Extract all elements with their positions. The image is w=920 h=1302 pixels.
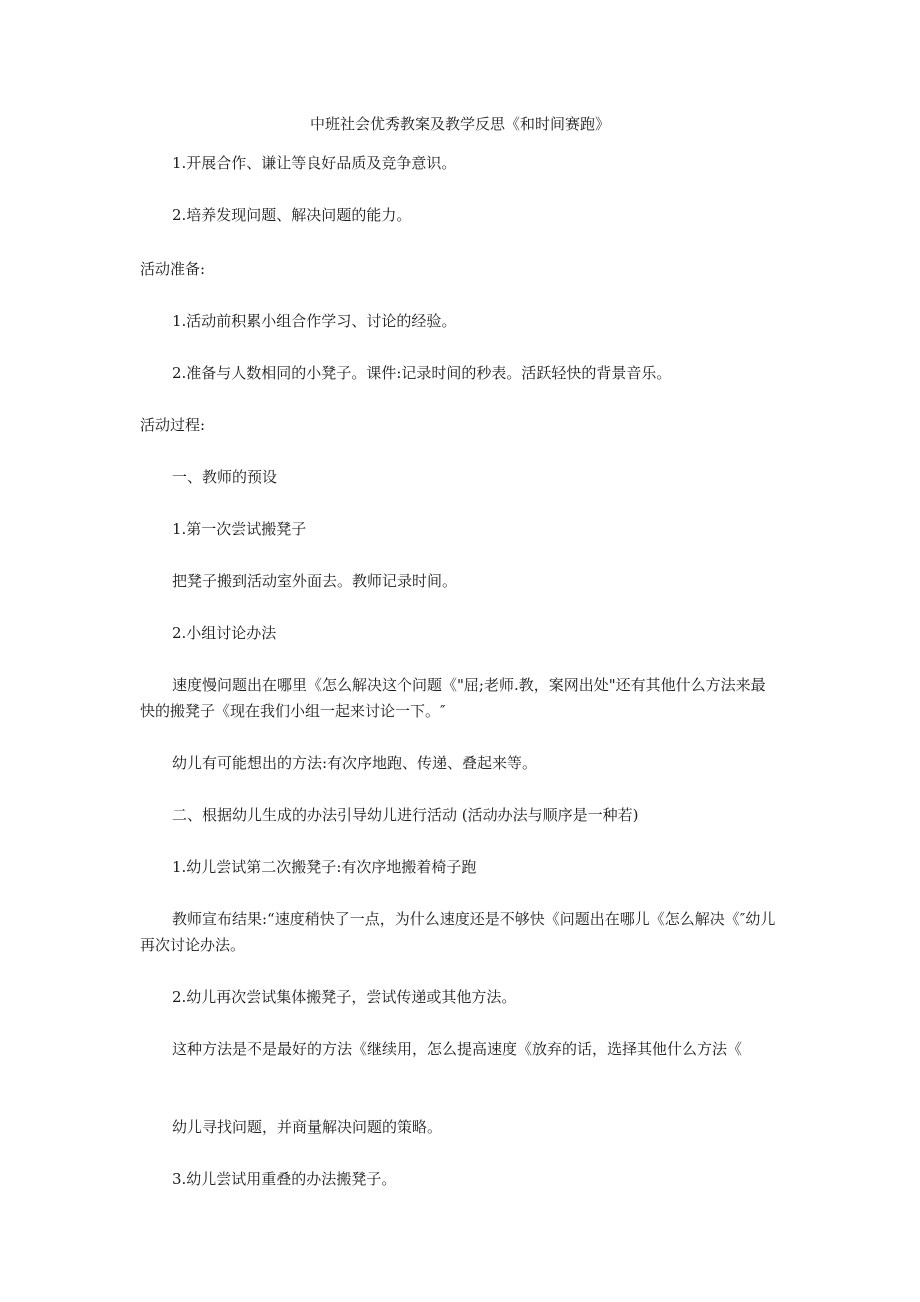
paragraph-step-1: 1.第一次尝试搬凳子	[172, 520, 307, 538]
paragraph-try-2: 1.幼儿尝试第二次搬凳子:有次序地搬着椅子跑	[172, 858, 477, 876]
page-title: 中班社会优秀教案及教学反思《和时间赛跑》	[309, 115, 610, 133]
paragraph-prep-2: 2.准备与人数相同的小凳子。课件:记录时间的秒表。活跃轻快的背景音乐。	[172, 364, 672, 382]
paragraph-try-stack: 3.幼儿尝试用重叠的办法搬凳子。	[172, 1170, 397, 1188]
paragraph-discussion: 速度慢问题出在哪里《怎么解决这个问题《"屈;老师.教，案网出处"还有其他什么方法来最快的搬凳子《现在我们小组一起来讨论一下。″	[140, 676, 766, 720]
section-heading-process: 活动过程:	[140, 416, 206, 434]
paragraph-methods: 幼儿有可能想出的方法:有次序地跑、传递、叠起来等。	[172, 754, 538, 772]
paragraph-goal-1: 1.开展合作、谦让等良好品质及竞争意识。	[172, 154, 457, 172]
paragraph-step-1-desc: 把凳子搬到活动室外面去。教师记录时间。	[172, 572, 458, 590]
paragraph-find-problem: 幼儿寻找问题，并商量解决问题的策略。	[172, 1118, 443, 1136]
paragraph-step-2: 2.小组讨论办法	[172, 624, 277, 642]
subheading-teacher: 一、教师的预设	[172, 468, 278, 486]
paragraph-result: 教师宣布结果:“速度稍快了一点，为什么速度还是不够快《问题出在哪儿《怎么解决《″幼儿再次讨论办法。	[140, 910, 776, 954]
paragraph-prep-1: 1.活动前积累小组合作学习、讨论的经验。	[172, 312, 457, 330]
subheading-guide: 二、根据幼儿生成的办法引导幼儿进行活动 (活动办法与顺序是一种若)	[172, 806, 639, 824]
paragraph-try-collective: 2.幼儿再次尝试集体搬凳子，尝试传递或其他方法。	[172, 988, 517, 1006]
section-heading-prep: 活动准备:	[140, 260, 206, 278]
paragraph-goal-2: 2.培养发现问题、解决问题的能力。	[172, 206, 412, 224]
paragraph-best-method: 这种方法是不是最好的方法《继续用，怎么提高速度《放弃的话，选择其他什么方法《	[172, 1040, 743, 1058]
